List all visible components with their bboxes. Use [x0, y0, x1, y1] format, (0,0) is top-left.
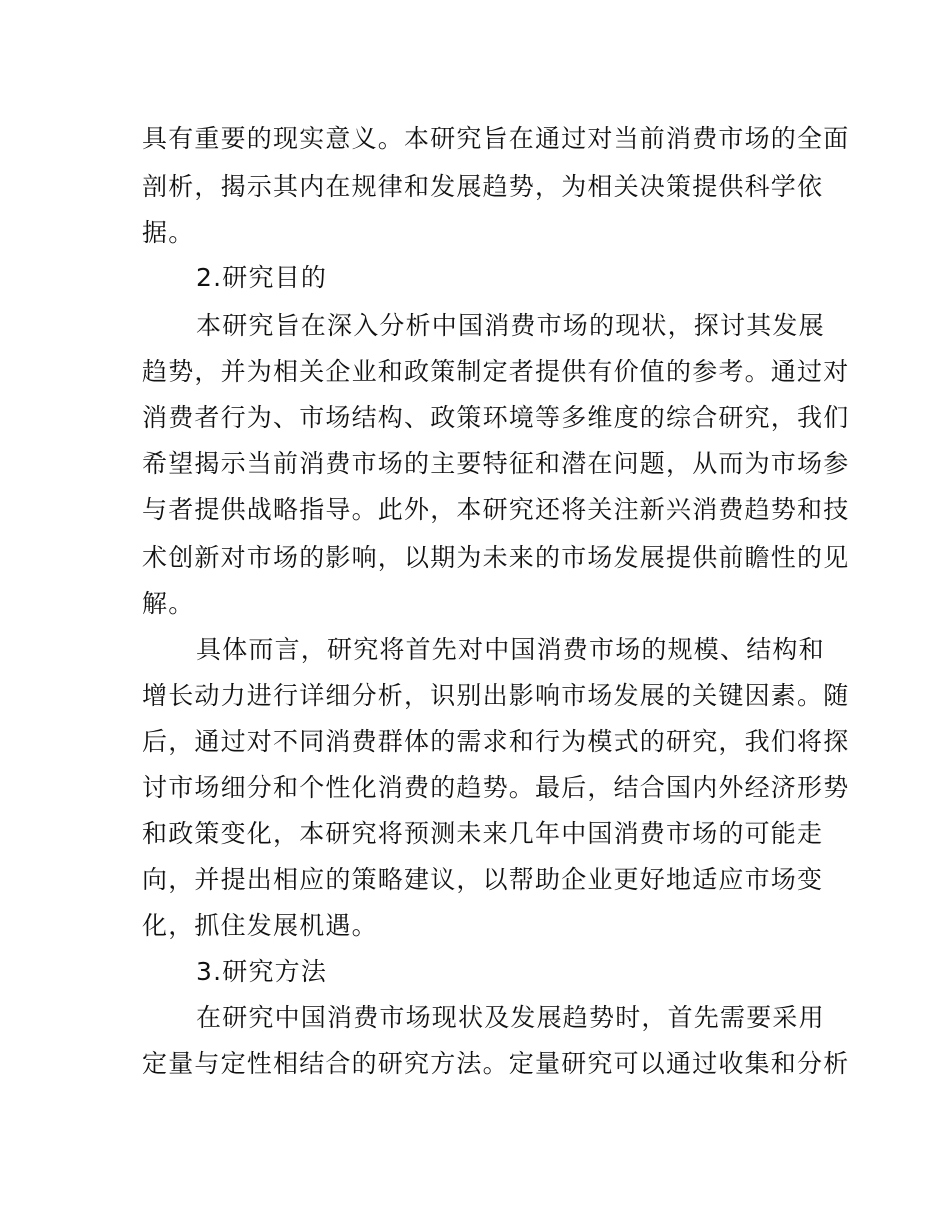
- paragraph-2-line-2: 趋势，并为相关企业和政策制定者提供有价值的参考。通过对: [142, 357, 850, 386]
- paragraph-1-line-2: 剖析，揭示其内在规律和发展趋势，为相关决策提供科学依: [142, 172, 824, 201]
- paragraph-3-line-7: 化，抓住发展机遇。: [142, 911, 378, 940]
- section-heading-research-purpose: 2.研究目的: [196, 263, 328, 292]
- paragraph-2-line-4: 希望揭示当前消费市场的主要特征和潜在问题，从而为市场参: [142, 449, 850, 478]
- paragraph-3-line-4: 讨市场细分和个性化消费的趋势。最后，结合国内外经济形势: [142, 773, 850, 802]
- paragraph-3-line-5: 和政策变化，本研究将预测未来几年中国消费市场的可能走: [142, 819, 824, 848]
- paragraph-3-line-6: 向，并提出相应的策略建议，以帮助企业更好地适应市场变: [142, 865, 824, 894]
- paragraph-2-line-3: 消费者行为、市场结构、政策环境等多维度的综合研究，我们: [142, 403, 850, 432]
- paragraph-3-line-3: 后，通过对不同消费群体的需求和行为模式的研究，我们将探: [142, 727, 850, 756]
- section-heading-research-method: 3.研究方法: [196, 957, 328, 986]
- paragraph-2-line-5: 与者提供战略指导。此外，本研究还将关注新兴消费趋势和技: [142, 495, 850, 524]
- paragraph-1-line-3: 据。: [142, 218, 195, 247]
- paragraph-2-line-1: 本研究旨在深入分析中国消费市场的现状，探讨其发展: [196, 311, 825, 340]
- paragraph-3-line-2: 增长动力进行详细分析，识别出影响市场发展的关键因素。随: [142, 681, 850, 710]
- paragraph-1-line-1: 具有重要的现实意义。本研究旨在通过对当前消费市场的全面: [142, 124, 850, 153]
- paragraph-2-line-6: 术创新对市场的影响，以期为未来的市场发展提供前瞻性的见: [142, 543, 850, 572]
- paragraph-3-line-1: 具体而言，研究将首先对中国消费市场的规模、结构和: [196, 635, 825, 664]
- paragraph-4-line-2: 定量与定性相结合的研究方法。定量研究可以通过收集和分析: [142, 1049, 850, 1078]
- paragraph-2-line-7: 解。: [142, 589, 195, 618]
- paragraph-4-line-1: 在研究中国消费市场现状及发展趋势时，首先需要采用: [196, 1003, 825, 1032]
